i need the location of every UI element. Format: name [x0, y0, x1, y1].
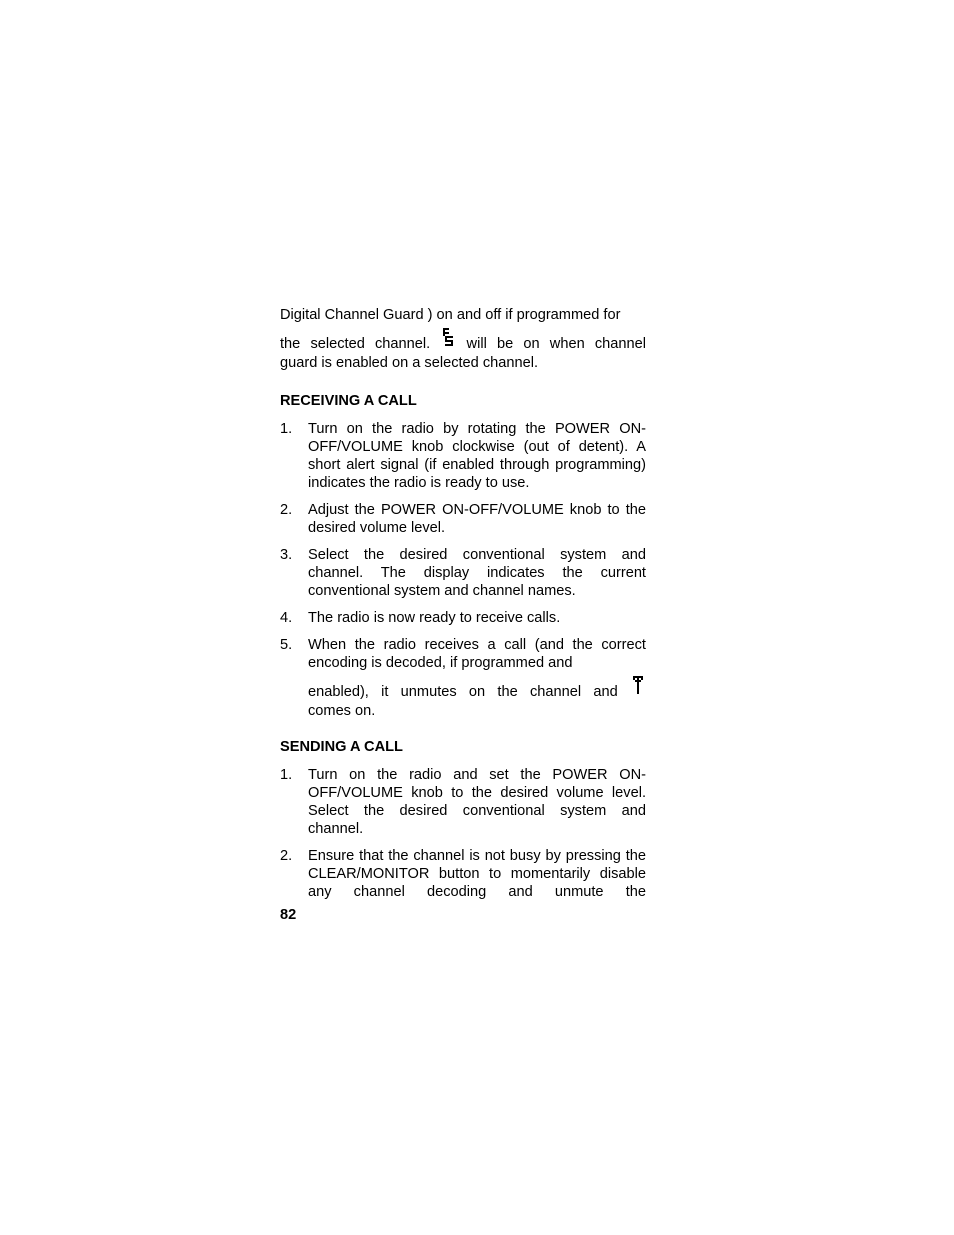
receive-indicator-icon [632, 676, 644, 698]
receiving-step-1: 1. Turn on the radio by rotating the POWER ON-OFF/VOLUME knob clockwise (out of detent). A short alert signal (if enabled through programming) indicates the radio is ready to use. [280, 421, 646, 491]
sending-heading: SENDING A CALL [280, 739, 403, 755]
intro-line-1: Digital Channel Guard ) on and off if programmed for [280, 307, 621, 323]
receiving-step-3: 3. Select the desired conventional system and channel. The display indicates the current conventional system and channel names. [280, 547, 646, 599]
receiving-step-2: 2. Adjust the POWER ON-OFF/VOLUME knob to the desired volume level. [280, 502, 646, 536]
receiving-steps-list [280, 420, 646, 720]
intro-line-3: guard is enabled on a selected channel. [280, 355, 539, 371]
page-number: 82 [280, 907, 297, 923]
sending-step-1: 1. Turn on the radio and set the POWER ON-OFF/VOLUME knob to the desired volume level. Select the desired conventional system and channel. [280, 767, 646, 837]
page-content [280, 306, 646, 910]
sending-steps-list [280, 766, 646, 901]
intro-paragraph [280, 306, 646, 372]
receiving-step-5: 5. When the radio receives a call (and the correct encoding is decoded, if programmed and enabled), it unmutes on the channel and comes on. [280, 637, 646, 719]
receiving-step-4: 4. The radio is now ready to receive calls. [280, 610, 561, 626]
channel-guard-icon [442, 328, 454, 350]
sending-step-2: 2. Ensure that the channel is not busy by pressing the CLEAR/MONITOR button to momentarily disable any channel decoding and unmute the [280, 848, 646, 900]
receiving-heading: RECEIVING A CALL [280, 393, 417, 409]
intro-line-2: the selected channel. will be on when channel [280, 328, 646, 354]
